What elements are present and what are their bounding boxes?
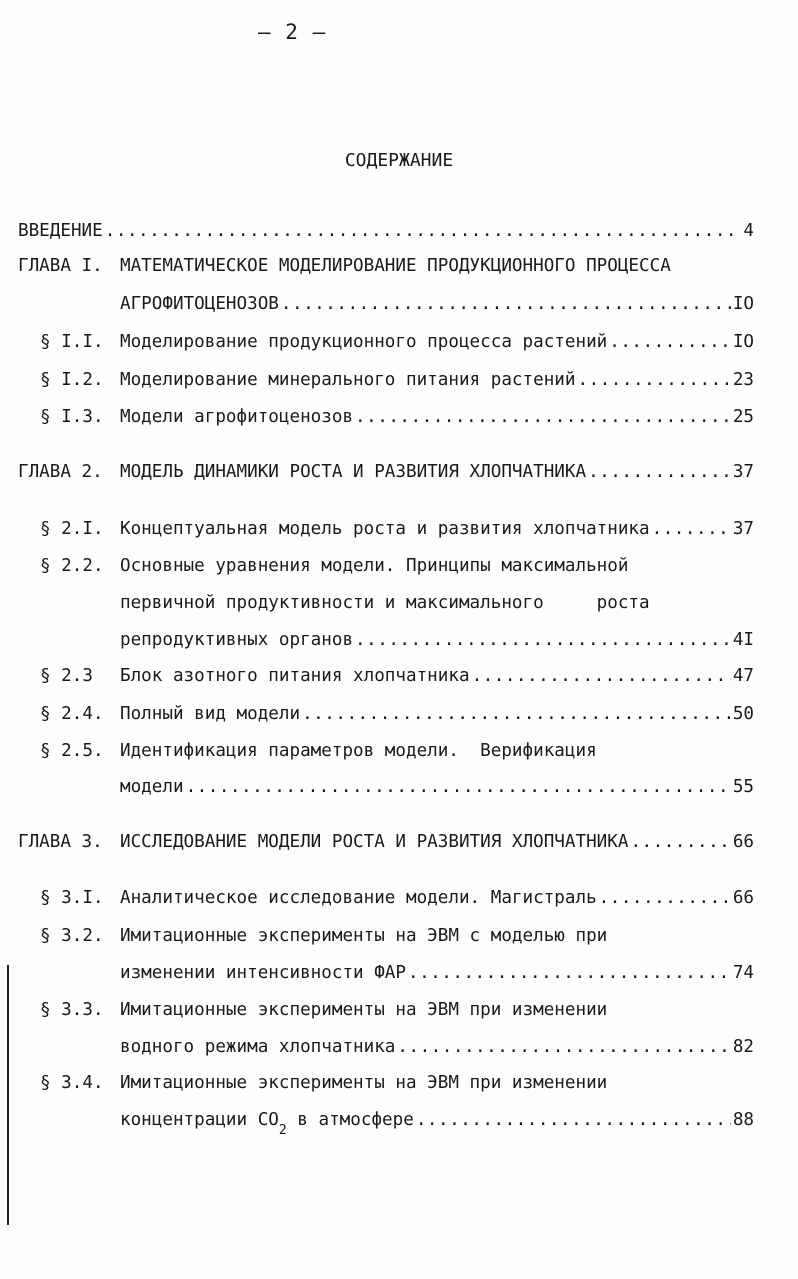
section-number: § 3.2. <box>40 926 104 946</box>
toc-entry-1-2 <box>120 367 754 393</box>
subscript-2: 2 <box>278 1122 287 1138</box>
dot-leader <box>630 829 730 855</box>
toc-entry-chapter-3 <box>18 829 754 855</box>
toc-entry-text: Моделирование минерального питания растений <box>120 370 576 390</box>
section-number: § 2.5. <box>40 741 104 761</box>
toc-entry-1-3 <box>120 404 754 430</box>
dot-leader <box>355 404 731 430</box>
section-number: § 2.3 <box>40 666 93 686</box>
toc-entry-2-2-line1: Основные уравнения модели. Принципы максимальной <box>120 556 629 576</box>
chapter-1-title: МАТЕМАТИЧЕСКОЕ МОДЕЛИРОВАНИЕ ПРОДУКЦИОННОГО ПРОЦЕССА <box>120 256 671 276</box>
toc-entry-text: Полный вид модели <box>120 704 301 724</box>
toc-entry-2-5-line1: Идентификация параметров модели. Верификация <box>120 741 597 761</box>
dot-leader <box>472 663 731 689</box>
toc-entry-2-2-line2: первичной продуктивности и максимального роста <box>120 593 650 613</box>
section-number: § 2.2. <box>40 556 104 576</box>
toc-entry-text: Моделирование продукционного процесса растений <box>120 332 608 352</box>
dot-leader <box>281 291 731 317</box>
toc-entry-text: Аналитическое исследование модели. Магистраль <box>120 888 597 908</box>
dot-leader <box>599 885 731 911</box>
toc-entry-text: изменении интенсивности ФАР <box>120 963 406 983</box>
toc-entry-2-4 <box>120 701 754 727</box>
toc-entry-text: Модели агрофитоценозов <box>120 407 354 427</box>
toc-page-number: 88 <box>732 1110 754 1130</box>
toc-page-number: 4I <box>732 630 754 650</box>
toc-entry-2-5 <box>120 774 754 800</box>
toc-page-number: 50 <box>732 704 754 724</box>
toc-page-number: 66 <box>732 832 754 852</box>
dot-leader <box>186 774 731 800</box>
toc-entry-text: модели <box>120 777 184 797</box>
toc-entry-3-4-line1: Имитационные эксперименты на ЭВМ при изменении <box>120 1073 608 1093</box>
dot-leader <box>355 627 731 653</box>
toc-entry-2-3 <box>120 663 754 689</box>
toc-page-number: 37 <box>732 519 754 539</box>
toc-title: СОДЕРЖАНИЕ <box>344 150 454 171</box>
toc-page-number: 82 <box>732 1037 754 1057</box>
section-number: § I.I. <box>40 332 104 352</box>
toc-entry-text: АГРОФИТОЦЕНОЗОВ <box>120 294 279 314</box>
toc-entry-text: Концептуальная модель роста и развития хлопчатника <box>120 519 650 539</box>
co2-label: концентрации СО <box>120 1110 279 1130</box>
dot-leader <box>302 701 731 727</box>
toc-entry-3-3-line1: Имитационные эксперименты на ЭВМ при изменении <box>120 1000 608 1020</box>
toc-entry-text <box>120 1107 414 1140</box>
toc-page-number: IO <box>732 332 754 352</box>
toc-page-number: 74 <box>732 963 754 983</box>
chapter-2-label: ГЛАВА 2. <box>18 462 103 482</box>
dot-leader <box>609 329 731 355</box>
section-number: § 2.4. <box>40 704 104 724</box>
toc-entry-3-1 <box>120 885 754 911</box>
toc-page-number: 23 <box>732 370 754 390</box>
toc-entry-chapter-1 <box>120 291 754 317</box>
toc-page-number: 47 <box>732 666 754 686</box>
margin-binding-line <box>7 965 9 1225</box>
dot-leader <box>652 516 731 542</box>
section-number: § 3.3. <box>40 1000 104 1020</box>
toc-entry-2-2 <box>120 627 754 653</box>
chapter-3-label: ГЛАВА 3. <box>18 832 103 852</box>
toc-entry-text: репродуктивных органов <box>120 630 354 650</box>
toc-page-number: 66 <box>732 888 754 908</box>
toc-entry-text: Блок азотного питания хлопчатника <box>120 666 470 686</box>
toc-page-number: 25 <box>732 407 754 427</box>
section-number: § I.2. <box>40 370 104 390</box>
dot-leader <box>105 218 742 244</box>
dot-leader <box>577 367 730 393</box>
dot-leader <box>397 1034 730 1060</box>
toc-entry-text: водного режима хлопчатника <box>120 1037 396 1057</box>
co2-suffix: в атмосфере <box>286 1110 414 1130</box>
toc-entry-2-1 <box>120 516 754 542</box>
toc-page-number: IO <box>732 294 754 314</box>
toc-entry-text: ВВЕДЕНИЕ <box>18 221 103 241</box>
section-number: § I.3. <box>40 407 104 427</box>
toc-entry-intro <box>18 218 754 244</box>
toc-page-number: 55 <box>732 777 754 797</box>
page-number: – 2 – <box>258 20 327 44</box>
dot-leader <box>416 1107 731 1133</box>
chapter-1-label: ГЛАВА I. <box>18 256 103 276</box>
section-number: § 3.I. <box>40 888 104 908</box>
toc-entry-text: ИССЛЕДОВАНИЕ МОДЕЛИ РОСТА И РАЗВИТИЯ ХЛОПЧАТНИКА <box>120 832 629 852</box>
toc-entry-3-2 <box>120 960 754 986</box>
dot-leader <box>408 960 731 986</box>
dot-leader <box>588 459 731 485</box>
toc-page-number: 4 <box>743 221 754 241</box>
section-number: § 3.4. <box>40 1073 104 1093</box>
section-number: § 2.I. <box>40 519 104 539</box>
toc-entry-3-4 <box>120 1107 754 1138</box>
toc-entry-chapter-2 <box>18 459 754 485</box>
toc-entry-text: МОДЕЛЬ ДИНАМИКИ РОСТА И РАЗВИТИЯ ХЛОПЧАТНИКА <box>120 462 587 482</box>
toc-page-number: 37 <box>732 462 754 482</box>
toc-entry-3-3 <box>120 1034 754 1060</box>
toc-entry-3-2-line1: Имитационные эксперименты на ЭВМ с моделью при <box>120 926 608 946</box>
toc-entry-1-1 <box>120 329 754 355</box>
